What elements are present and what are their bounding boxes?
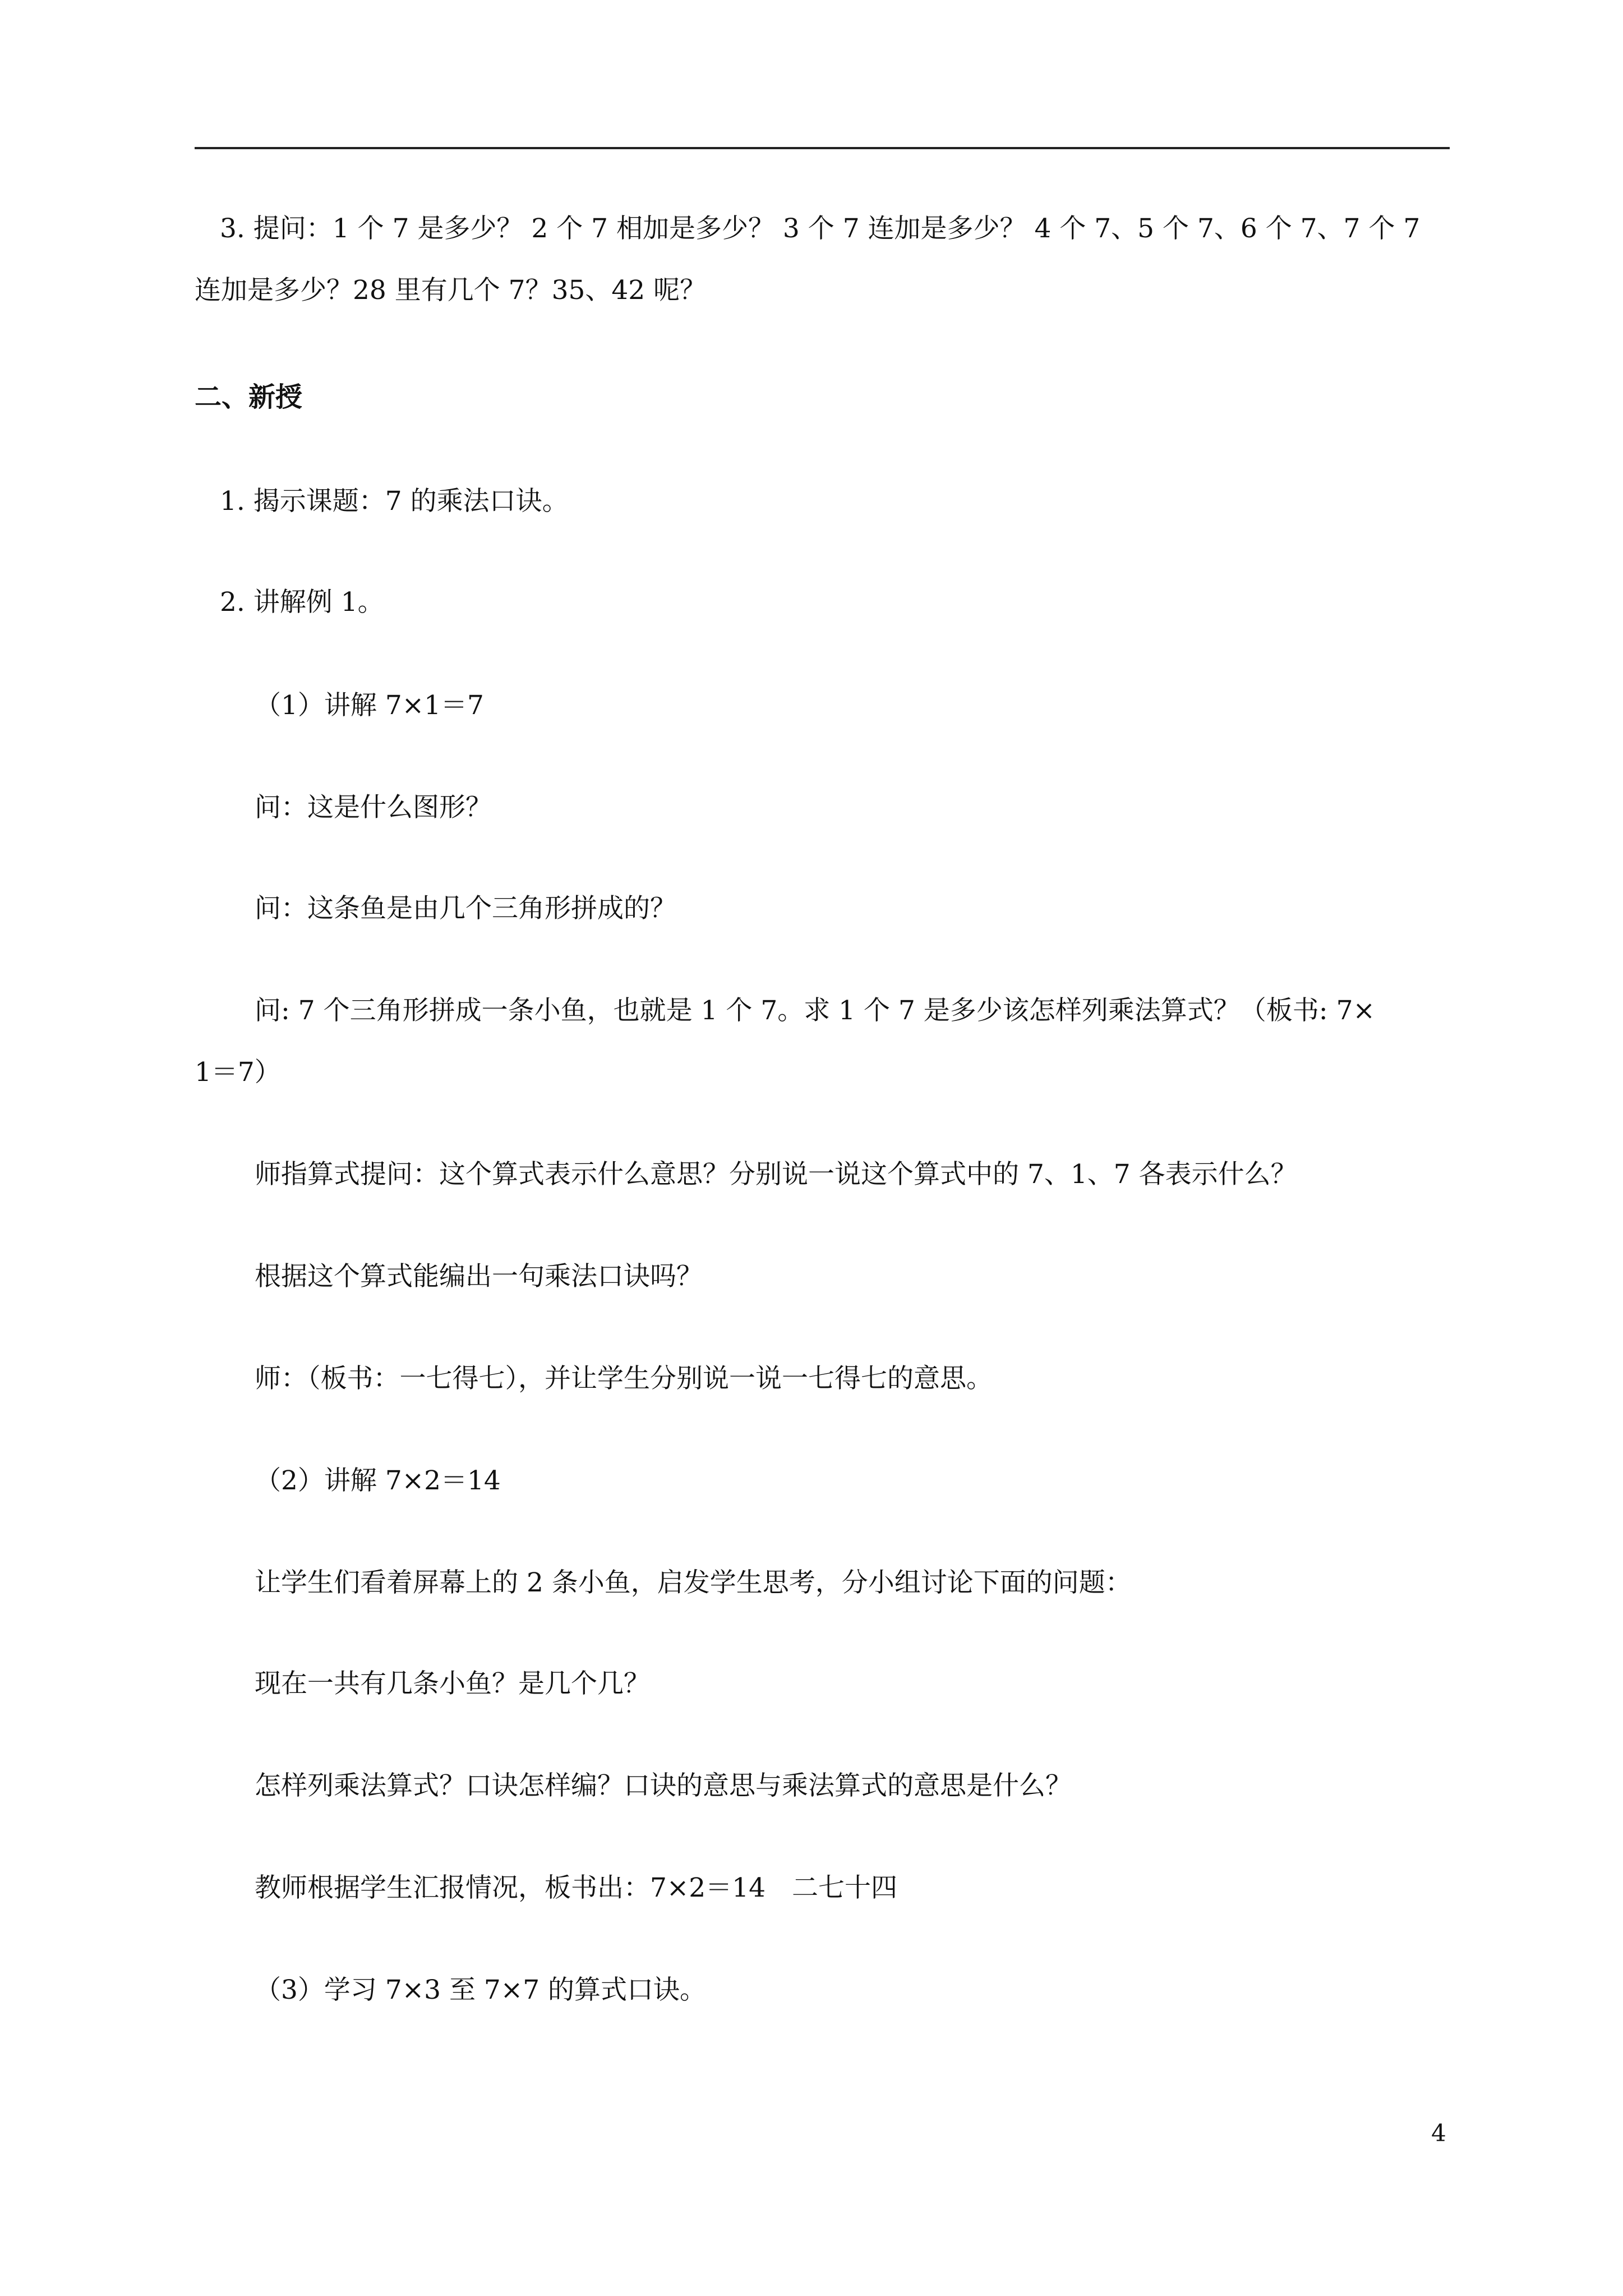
teacher-prompt-4: 让学生们看着屏幕上的 2 条小鱼，启发学生思考，分小组讨论下面的问题： bbox=[255, 1567, 1132, 1598]
header-rule bbox=[195, 147, 1450, 149]
teacher-prompt-3: 师：（板书：一七得七），并让学生分别说一说一七得七的意思。 bbox=[255, 1363, 993, 1394]
question-line-1: 3. 提问：1 个 7 是多少？ 2 个 7 相加是多少？ 3 个 7 连加是多少？ 4 个 7、5 个 7、6 个 7、7 个 7 bbox=[220, 213, 1421, 244]
subsection-1-title: （1）讲解 7×1＝7 bbox=[255, 690, 484, 721]
subsection-3-title: （3）学习 7×3 至 7×7 的算式口诀。 bbox=[255, 1975, 707, 2005]
question-line-2: 连加是多少？28 里有几个 7？35、42 呢？ bbox=[195, 275, 707, 306]
teacher-prompt-6: 怎样列乘法算式？口诀怎样编？口诀的意思与乘法算式的意思是什么？ bbox=[255, 1770, 1072, 1801]
section-heading: 二、新授 bbox=[195, 381, 303, 413]
list-item-1: 1. 揭示课题：7 的乘法口诀。 bbox=[220, 486, 569, 517]
question-formula-line-1: 问: 7 个三角形拼成一条小鱼，也就是 1 个 7。求 1 个 7 是多少该怎样列乘法算式？（板书: 7× bbox=[255, 995, 1375, 1026]
subsection-2-title: （2）讲解 7×2＝14 bbox=[255, 1465, 501, 1496]
teacher-prompt-7: 教师根据学生汇报情况，板书出：7×2＝14 二七十四 bbox=[255, 1872, 897, 1903]
teacher-prompt-2: 根据这个算式能编出一句乘法口诀吗？ bbox=[255, 1261, 703, 1292]
teacher-prompt-1: 师指算式提问：这个算式表示什么意思？分别说一说这个算式中的 7、1、7 各表示什么？ bbox=[255, 1159, 1297, 1190]
question-triangles: 问：这条鱼是由几个三角形拼成的？ bbox=[255, 893, 676, 924]
teacher-prompt-5: 现在一共有几条小鱼？是几个几？ bbox=[255, 1668, 650, 1699]
list-item-2: 2. 讲解例 1。 bbox=[220, 587, 384, 618]
question-shape: 问：这是什么图形？ bbox=[255, 792, 492, 823]
page-number: 4 bbox=[1431, 2119, 1446, 2147]
question-formula-line-2: 1＝7） bbox=[195, 1057, 281, 1088]
